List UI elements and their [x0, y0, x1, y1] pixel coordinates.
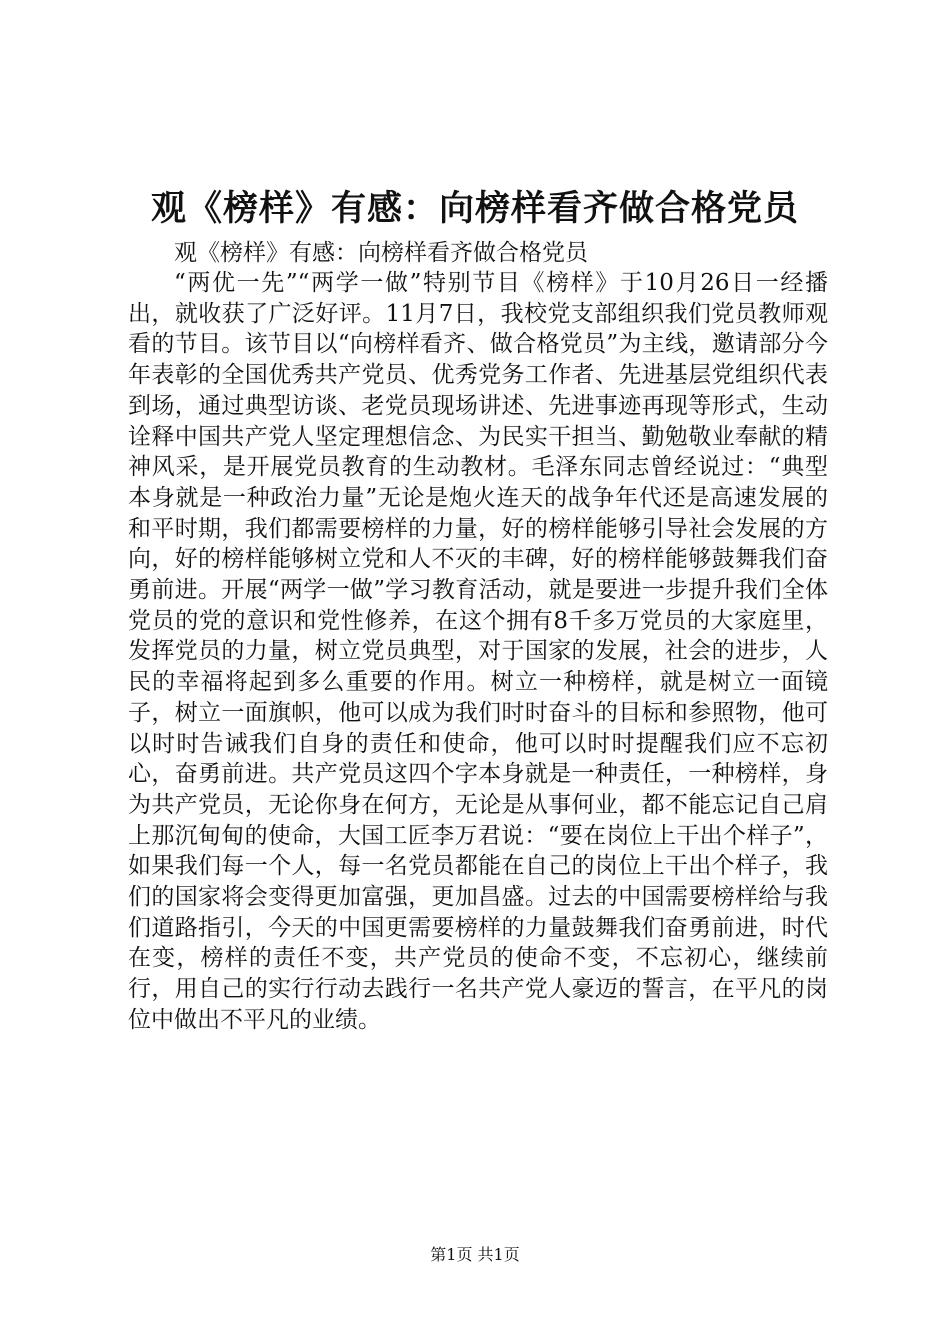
document-title: 观《榜样》有感：向榜样看齐做合格党员 [150, 188, 799, 229]
page-footer: 第1页 共1页 [430, 1245, 520, 1264]
document-subtitle: 观《榜样》有感：向榜样看齐做合格党员 [174, 240, 588, 266]
body-paragraph: “两优一先”“两学一做”特别节目《榜样》于10月26日一经播出，就收获了广泛好评。11月7日，我校党支部组织我们党员教师观看的节目。该节目以“向榜样看齐、做合格党员”为主线，邀请部分今年表彰的全国优秀共产党员、优秀党务工作者、先进基层党组织代表到场，通过典型访谈、老党员现场讲述、先进事迹再现等形式，生动诠释中国共产党人坚定理想信念、为民实干担当、勤勉敬业奉献的精神风采，是开展党员教育的生动教材。毛泽东同志曾经说过：“典型本身就是一种政治力量”无论是炮火连天的战争年代还是高速发展的和平时期，我们都需要榜样的力量，好的榜样能够引导社会发展的方向，好的榜样能够树立党和人不灭的丰碑，好的榜样能够鼓舞我们奋勇前进。开展“两学一做”学习教育活动，就是要进一步提升我们全体党员的党的意识和党性修养，在这个拥有8千多万党员的大家庭里，发挥党员的力量，树立党员典型，对于国家的发展，社会的进步，人民的幸福将起到多么重要的作用。树立一种榜样，就是树立一面镜子，树立一面旗帜，他可以成为我们时时奋斗的目标和参照物，他可以时时告诫我们自身的责任和使命，他可以时时提醒我们应不忘初心，奋勇前进。共产党员这四个字本身就是一种责任，一种榜样，身为共产党员，无论你身在何方，无论是从事何业，都不能忘记自己肩上那沉甸甸的使命，大国工匠李万君说：“要在岗位上干出个样子”，如果我们每一个人，每一名党员都能在自己的岗位上干出个样子，我们的国家将会变得更加富强，更加昌盛。过去的中国需要榜样给与我们道路指引，今天的中国更需要榜样的力量鼓舞我们奋勇前进，时代在变，榜样的责任不变，共产党员的使命不变，不忘初心，继续前行，用自己的实行行动去践行一名共产党人豪迈的誓言，在平凡的岗位中做出不平凡的业绩。 [128, 270, 828, 1033]
